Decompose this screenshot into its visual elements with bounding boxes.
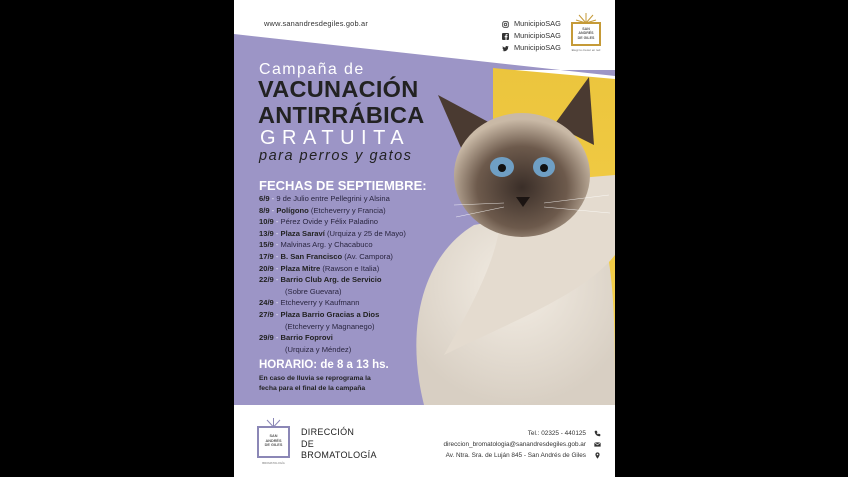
social-handle: MunicipioSAG bbox=[514, 19, 561, 28]
schedule-date: 15/9 bbox=[259, 240, 274, 250]
schedule-date: 27/9 bbox=[259, 309, 274, 319]
schedule-heading: FECHAS DE SEPTIEMBRE: bbox=[259, 178, 427, 193]
list-item: 17/9 - B. San Francisco (Av. Campora) bbox=[259, 251, 393, 261]
schedule-date: 6/9 bbox=[259, 194, 270, 203]
social-link-instagram[interactable] bbox=[502, 18, 561, 30]
contact-email[interactable] bbox=[443, 439, 601, 450]
schedule-place: Barrio Club Arg. de Servicio bbox=[280, 275, 382, 285]
schedule-detail: (Etcheverry y Magnanego) bbox=[285, 321, 375, 331]
logo-tagline: Elegí tu crecer en red bbox=[571, 48, 601, 52]
logo-caption: BROMATOLOGÍA bbox=[262, 461, 285, 465]
schedule-detail: (Sobre Guevara) bbox=[285, 286, 342, 296]
list-item: 15/9 - Malvinas Arg. y Chacabuco bbox=[259, 240, 373, 250]
schedule-detail: Etcheverry y Kaufmann bbox=[280, 298, 360, 308]
title-vacunacion: VACUNACIÓN bbox=[258, 76, 419, 102]
schedule-detail: (Rawson e Italia) bbox=[322, 263, 380, 273]
schedule-hours: HORARIO: de 8 a 13 hs. bbox=[259, 359, 389, 371]
list-item: 27/9 - Plaza Barrio Gracias a Dios bbox=[259, 309, 380, 319]
schedule-list bbox=[259, 193, 406, 355]
schedule-detail: Pérez Ovide y Félix Paladino bbox=[280, 217, 379, 227]
department-line: BROMATOLOGÍA bbox=[301, 450, 377, 460]
logo-text: DE GILES bbox=[264, 443, 283, 448]
list-item-continuation bbox=[259, 321, 406, 333]
logo-text: ANDRÉS bbox=[578, 31, 594, 36]
social-handle: MunicipioSAG bbox=[514, 43, 561, 52]
logo-box bbox=[571, 22, 601, 46]
logo-box bbox=[257, 426, 290, 458]
rain-note: En caso de lluvia se reprograma la fecha para el final de la campaña bbox=[259, 375, 371, 392]
schedule-date: 17/9 bbox=[259, 251, 274, 261]
contact-info bbox=[443, 428, 601, 461]
schedule-detail: (Av. Campora) bbox=[344, 251, 393, 261]
list-item: 6/9 - 9 de Julio entre Pellegrini y Alsina bbox=[259, 194, 390, 203]
schedule-date: 24/9 bbox=[259, 298, 274, 308]
list-item: 29/9 - Barrio Foprovi bbox=[259, 333, 333, 343]
email-text: direccion_bromatologia@sanandresdegiles.gob.ar bbox=[443, 441, 586, 448]
title-gratuita: GRATUITA bbox=[260, 127, 411, 149]
list-item: 10/9 - Pérez Ovide y Félix Paladino bbox=[259, 217, 379, 227]
social-link-facebook[interactable] bbox=[502, 30, 561, 42]
schedule-place: Plaza Mitre bbox=[280, 263, 321, 273]
schedule-place: Plaza Barrio Gracias a Dios bbox=[280, 309, 380, 319]
schedule-place: Barrio Foprovi bbox=[280, 333, 333, 343]
list-item-continuation bbox=[259, 344, 406, 356]
title-antirrabica: ANTIRRÁBICA bbox=[258, 102, 425, 128]
title-main bbox=[258, 76, 424, 128]
logo-text: DE GILES bbox=[577, 35, 595, 40]
hero-section bbox=[234, 0, 615, 405]
social-links bbox=[502, 18, 561, 54]
department-line: DE bbox=[301, 438, 315, 449]
schedule-detail: Malvinas Arg. y Chacabuco bbox=[280, 240, 373, 250]
list-item-continuation bbox=[259, 286, 406, 298]
campaign-poster bbox=[234, 0, 615, 477]
title-campana: Campaña de bbox=[259, 61, 365, 78]
address-text: Av. Ntra. Sra. de Luján 845 - San Andrés de Giles bbox=[445, 452, 586, 459]
phone-icon bbox=[594, 430, 601, 437]
website-url[interactable]: www.sanandresdegiles.gob.ar bbox=[264, 19, 369, 28]
phone-text: Tel.: 02325 - 440125 bbox=[527, 430, 586, 437]
schedule-detail: (Etcheverry y Francia) bbox=[310, 205, 386, 215]
schedule-place: Polígono bbox=[276, 205, 309, 215]
schedule-date: 29/9 bbox=[259, 333, 274, 343]
contact-address[interactable] bbox=[443, 450, 601, 461]
list-item: 8/9 - Polígono (Etcheverry y Francia) bbox=[259, 205, 386, 215]
municipality-logo[interactable] bbox=[571, 12, 601, 52]
schedule-date: 10/9 bbox=[259, 217, 274, 227]
schedule-place: B. San Francisco bbox=[280, 251, 343, 261]
schedule-date: 8/9 bbox=[259, 205, 270, 215]
bromatologia-logo bbox=[257, 417, 290, 465]
logo-text: SAN bbox=[582, 27, 590, 31]
facebook-icon bbox=[502, 33, 509, 40]
social-link-twitter[interactable] bbox=[502, 42, 561, 54]
list-item: 22/9 - Barrio Club Arg. de Servicio bbox=[259, 275, 382, 285]
logo-text: ANDRÉS bbox=[265, 438, 282, 443]
schedule-place: Plaza Saraví bbox=[280, 228, 325, 238]
schedule-detail: (Urquiza y Méndez) bbox=[285, 344, 352, 354]
list-item: 13/9 - Plaza Saraví (Urquiza y 25 de Mayo) bbox=[259, 228, 406, 238]
contact-phone[interactable] bbox=[443, 428, 601, 439]
title-subtitle: para perros y gatos bbox=[259, 148, 413, 164]
schedule-detail: (Urquiza y 25 de Mayo) bbox=[326, 228, 406, 238]
list-item: 20/9 - Plaza Mitre (Rawson e Italia) bbox=[259, 263, 380, 273]
mail-icon bbox=[594, 441, 601, 448]
social-handle: MunicipioSAG bbox=[514, 31, 561, 40]
twitter-icon bbox=[502, 45, 509, 52]
schedule-detail: 9 de Julio entre Pellegrini y Alsina bbox=[276, 194, 390, 203]
list-item: 24/9 - Etcheverry y Kaufmann bbox=[259, 298, 360, 308]
schedule-date: 13/9 bbox=[259, 228, 274, 238]
department-line: DIRECCIÓN bbox=[301, 427, 355, 437]
location-pin-icon bbox=[594, 452, 601, 459]
schedule-date: 20/9 bbox=[259, 263, 274, 273]
department-name bbox=[301, 427, 377, 462]
logo-text: SAN bbox=[269, 434, 278, 438]
schedule-date: 22/9 bbox=[259, 275, 274, 285]
instagram-icon bbox=[502, 21, 509, 28]
